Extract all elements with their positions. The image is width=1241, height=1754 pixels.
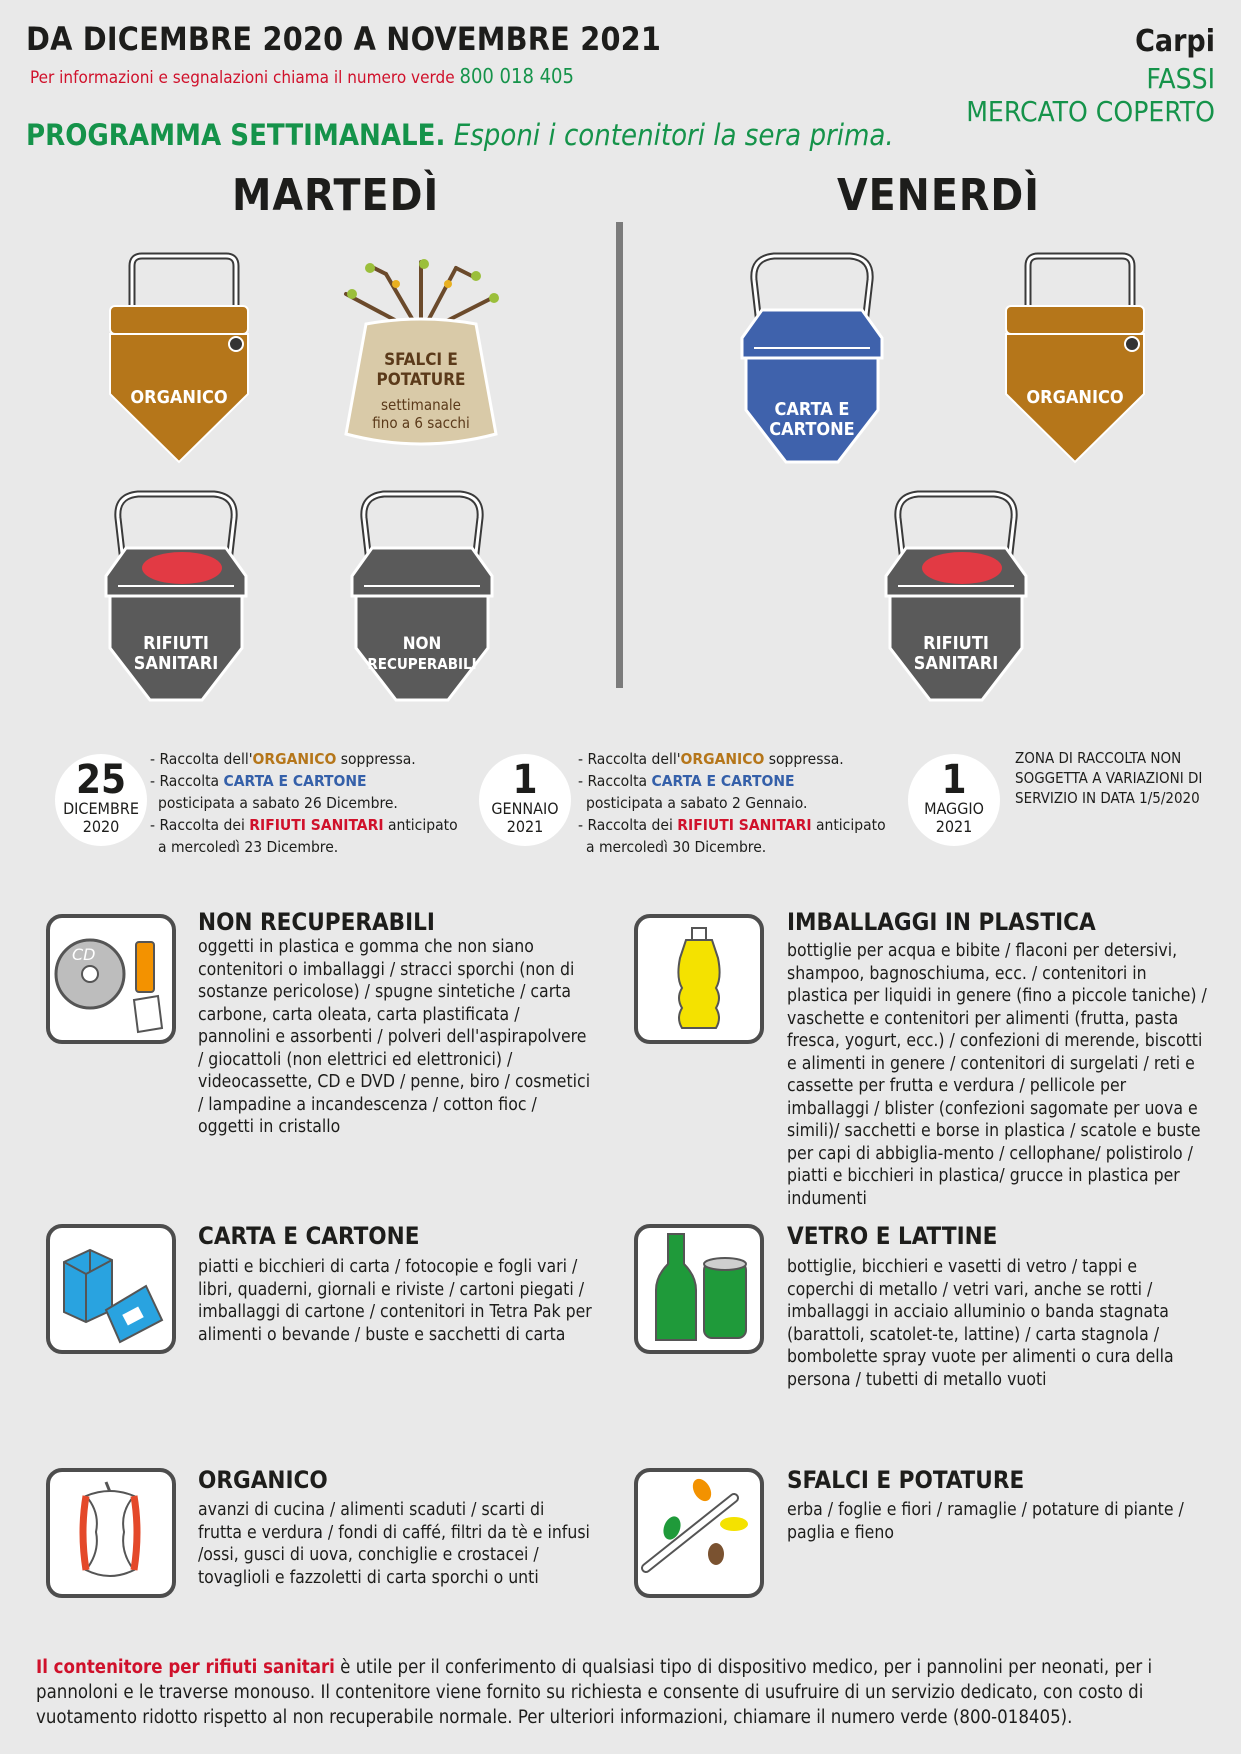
can-icon <box>704 1262 746 1338</box>
cat-title-carta: CARTA E CARTONE <box>198 1222 420 1250</box>
organico-bin-tuesday <box>104 244 254 464</box>
non-recuperabili-label <box>342 634 502 674</box>
exception-note-dec: - Raccolta dell'ORGANICO soppressa. - Raccolta CARTA E CARTONE posticipata a sabato 26 Dicembre. - Raccolta dei RIFIUTI SANITARI anticipato a mercoledì 23 Dicembre. <box>150 750 458 856</box>
cat-title-vetro: VETRO E LATTINE <box>787 1222 998 1250</box>
exception-note-jan: - Raccolta dell'ORGANICO soppressa. - Raccolta CARTA E CARTONE posticipata a sabato 2 Gennaio. - Raccolta dei RIFIUTI SANITARI anticipato a mercoledì 30 Dicembre. <box>578 750 886 856</box>
footer-note <box>36 1655 1196 1730</box>
glass-bottle-icon <box>656 1234 696 1340</box>
rifiuti-label-line-1: RIFIUTI <box>923 633 989 654</box>
rifiuti-sanitari-bin-friday <box>876 478 1036 708</box>
day-title-tuesday: MARTEDÌ <box>232 170 440 221</box>
cat-title-imballaggi: IMBALLAGGI IN PLASTICA <box>787 908 1096 936</box>
highlight-rifiuti: RIFIUTI SANITARI <box>249 816 384 834</box>
apple-core-icon <box>86 1491 134 1576</box>
sfalci-icon <box>634 1468 764 1598</box>
date-circle-1-jan <box>479 754 571 846</box>
date-circle-1-may <box>908 754 1000 846</box>
sfalci-bag <box>326 254 516 454</box>
svg-text:CD: CD <box>72 945 96 964</box>
highlight-carta: CARTA E CARTONE <box>223 772 367 790</box>
zone-line-2: MERCATO COPERTO <box>966 95 1215 128</box>
carta-label-line-2: CARTONE <box>769 419 855 440</box>
date-month: DICEMBRE <box>63 799 139 818</box>
sfalci-bag-label <box>326 350 516 390</box>
date-year: 2021 <box>506 817 544 836</box>
red-lid-icon <box>142 552 222 584</box>
rifiuti-sanitari-label <box>96 634 256 674</box>
highlight-organico: ORGANICO <box>680 750 765 768</box>
date-year: 2021 <box>935 817 973 836</box>
footer-bold: Il contenitore per rifiuti sanitari <box>36 1657 335 1678</box>
cat-title-sfalci: SFALCI E POTATURE <box>787 1466 1025 1494</box>
city-name: Carpi <box>1135 24 1215 59</box>
rifiuti-sanitari-bin-tuesday <box>96 478 256 708</box>
plastica-icon <box>634 914 764 1044</box>
non-label-line-1: NON <box>402 634 442 654</box>
cat-desc-carta: piatti e bicchieri di carta / fotocopie e fogli vari / libri, quaderni, giornali e riviste / cartoni piegati / imballaggi di cartone / contenitori in Tetra Pak per alimenti o bevande / buste e sacchetti di carta <box>198 1257 592 1345</box>
non-label-line-2: RECUPERABILI <box>367 655 477 673</box>
bottle-icon <box>678 940 719 1028</box>
cat-desc-organico: avanzi di cucina / alimenti scaduti / scarti di frutta e verdura / fondi di caffé, filtri da tè e infusi /ossi, gusci di uova, conchiglie e crostacei / tovaglioli e fazzoletti di carta sporchi o unti <box>198 1500 590 1588</box>
sfalci-label-line-1: SFALCI E <box>384 350 458 370</box>
date-day: 1 <box>941 757 967 803</box>
cat-desc-non-recuperabili: oggetti in plastica e gomma che non siano contenitori o imballaggi / stracci sporchi (non di sostanze pericolose) / spugne sintetiche / carta carbone, carta oleata, carta plastificata / pannolini e assorbenti / polveri dell'aspirapolvere / giocattoli (non elettrici ed elettronici) / videocassette, CD e DVD / penne, biro / cosmetici / lampadine a incandescenza / cotton fioc / oggetti in cristallo <box>198 937 591 1137</box>
cat-desc-imballaggi: bottiglie per acqua e bibite / flaconi per detersivi, shampoo, bagnoschiuma, ecc. / contenitori in plastica per liquidi in genere (fino a piccole taniche) / vaschette e contenitori per alimenti (frutta, pasta fresca, yogurt, ecc.) / confezioni di merende, biscotti e alimenti in genere / contenitori di surgelati / reti e cassette per frutta e verdura / pellicole per imballaggi / blister (confezioni sagomate per uova e simili)/ sacchetti e borse in plastica / scatole e buste per capi di abbiglia-mento / cellophane/ polistirolo / piatti e bicchieri in plastica/ grucce in plastica per indumenti <box>787 941 1207 1209</box>
sfalci-note-line-1: settimanale <box>381 396 461 414</box>
cat-desc-sfalci: erba / foglie e fiori / ramaglie / potature di piante / paglia e fieno <box>787 1500 1184 1543</box>
carta-bin-friday <box>732 240 892 470</box>
date-day: 1 <box>512 757 538 803</box>
vetro-icon <box>634 1224 764 1354</box>
footer-text: è utile per il conferimento di qualsiasi tipo di dispositivo medico, per i pannolini per neonati, per i pannoloni e le traverse monouso. Il contenitore viene fornito su richiesta e consente di usufruire di un servizio dedicato, con costo di vuotamento ridotto rispetto al non recuperabile normale. Per ulteriori informazioni, chiamare il numero verde (800-018405). <box>36 1657 1153 1728</box>
exception-note-may: ZONA DI RACCOLTA NON SOGGETTA A VARIAZIONI DI SERVIZIO IN DATA 1/5/2020 <box>1015 749 1203 807</box>
sfalci-bag-note <box>326 396 516 432</box>
date-month: GENNAIO <box>491 799 559 818</box>
cat-title-organico: ORGANICO <box>198 1466 328 1494</box>
carta-bin-label <box>732 400 892 440</box>
sfalci-label-line-2: POTATURE <box>376 370 466 390</box>
program-title: PROGRAMMA SETTIMANALE. <box>26 118 446 152</box>
cat-desc-vetro: bottiglie, bicchieri e vasetti di vetro / tappi e coperchi di metallo / vetri vari, anche se rotti / imballaggi in acciaio alluminio o banda stagnata (barattoli, scatolet-te, lattine) / carta stagnola / bombolette spray vuote per alimenti o cura della persona / tubetti di metallo vuoti <box>787 1257 1174 1390</box>
program-instruction: Esponi i contenitori la sera prima. <box>453 118 894 152</box>
organico-bin-label-friday: ORGANICO <box>1026 387 1124 408</box>
page-title: DA DICEMBRE 2020 A NOVEMBRE 2021 <box>26 20 662 58</box>
non-recuperabili-icon <box>46 914 176 1044</box>
day-divider <box>616 222 623 688</box>
highlight-rifiuti: RIFIUTI SANITARI <box>677 816 812 834</box>
red-lid-icon <box>922 552 1002 584</box>
cat-title-non-recuperabili: NON RECUPERABILI <box>198 908 435 936</box>
date-day: 25 <box>75 757 127 803</box>
highlight-carta: CARTA E CARTONE <box>651 772 795 790</box>
carta-icon <box>46 1224 176 1354</box>
info-text: Per informazioni e segnalazioni chiama il numero verde <box>30 68 455 88</box>
zone-line-1: FASSI <box>1146 62 1215 95</box>
rifiuti-label-line-2: SANITARI <box>133 653 219 674</box>
date-year: 2020 <box>82 817 120 836</box>
toll-free-number: 800 018 405 <box>459 64 574 88</box>
sfalci-note-line-2: fino a 6 sacchi <box>372 414 470 432</box>
carton-icon <box>64 1250 112 1322</box>
day-title-friday: VENERDÌ <box>837 170 1040 221</box>
highlight-organico: ORGANICO <box>252 750 337 768</box>
organico-bin-label: ORGANICO <box>130 387 228 408</box>
carta-label-line-1: CARTA E <box>774 399 850 420</box>
glass-icon <box>136 942 154 992</box>
organico-bin-friday <box>1000 244 1150 464</box>
non-recuperabili-bin-tuesday <box>342 478 502 708</box>
info-line <box>30 64 574 88</box>
date-circle-25-dec <box>55 754 147 846</box>
zone-name <box>966 62 1215 128</box>
organico-icon <box>46 1468 176 1598</box>
rifiuti-sanitari-label-friday <box>876 634 1036 674</box>
rifiuti-label-line-1: RIFIUTI <box>143 633 209 654</box>
rifiuti-label-line-2: SANITARI <box>913 653 999 674</box>
program-heading <box>26 118 894 152</box>
date-month: MAGGIO <box>924 799 984 818</box>
